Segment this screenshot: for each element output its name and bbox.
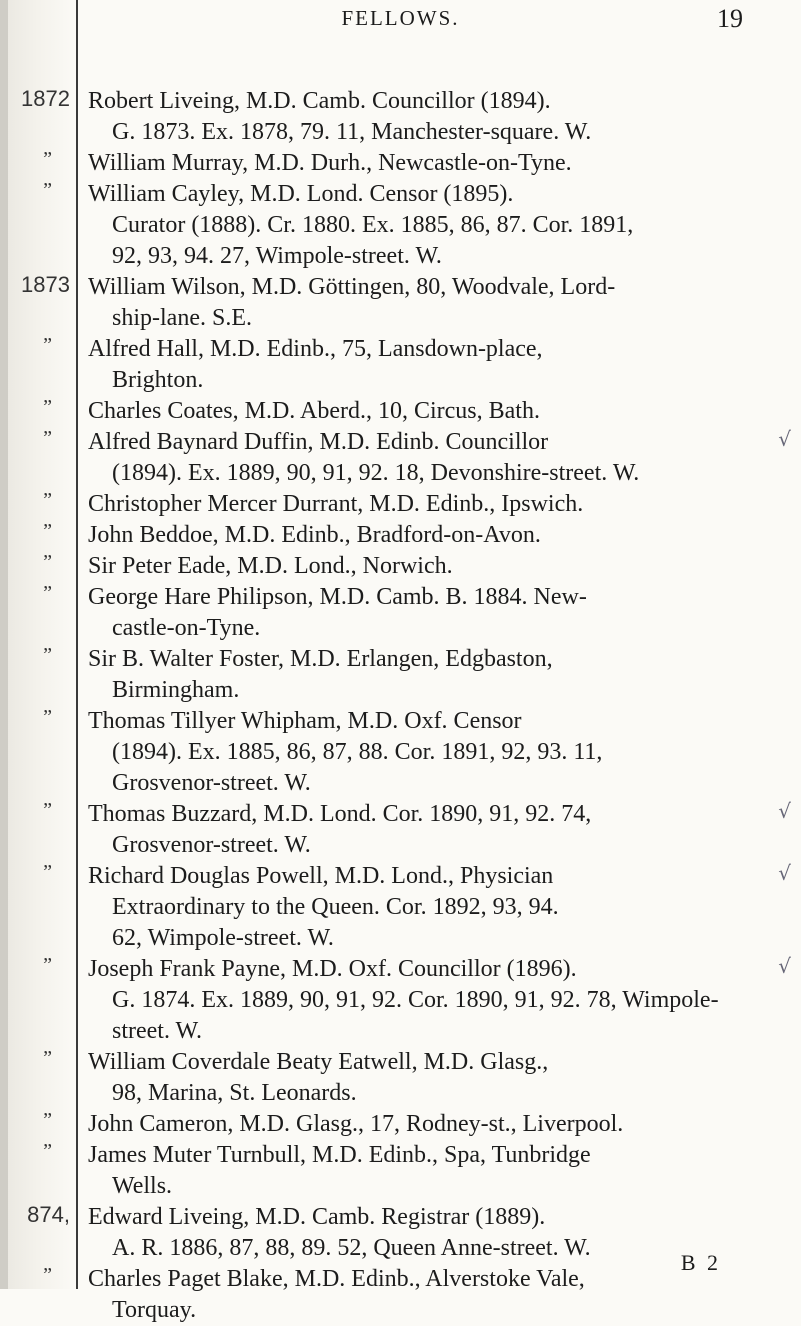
entry-year: ” [43,148,52,170]
fellows-list [0,86,801,1326]
entry-year: ” [43,706,52,728]
entry-line: James Muter Turnbull, M.D. Edinb., Spa, Tunbridge [88,1142,591,1168]
entry-line: 98, Marina, St. Leonards. [112,1080,357,1106]
entry-year: 1873 [21,272,70,297]
entry-year: ” [43,179,52,201]
entry-line: Sir Peter Eade, M.D. Lond., Norwich. [88,553,453,579]
entry-year: 874, [27,1202,70,1227]
entry-year: ” [43,1109,52,1131]
entry-year: ” [43,551,52,573]
entry-year: ” [43,644,52,666]
fellow-entry [0,1109,801,1140]
entry-line: Grosvenor-street. W. [112,832,311,858]
fellow-entry [0,396,801,427]
check-mark-icon: √ [778,427,791,451]
entry-year: ” [43,520,52,542]
entry-year: 1872 [21,86,70,111]
entry-line: Thomas Tillyer Whipham, M.D. Oxf. Censor [88,708,522,734]
entry-line: William Murray, M.D. Durh., Newcastle-on-Tyne. [88,150,572,176]
fellow-entry [0,582,801,644]
entry-year: ” [43,1264,52,1286]
entry-line: ship-lane. S.E. [112,305,252,331]
entry-line: A. R. 1886, 87, 88, 89. 52, Queen Anne-street. W. [112,1235,591,1261]
fellow-entry [0,706,801,799]
entry-line: castle-on-Tyne. [112,615,261,641]
fellow-entry [0,644,801,706]
fellow-entry [0,1047,801,1109]
fellow-entry [0,1140,801,1202]
entry-line: Brighton. [112,367,204,393]
page-number: 19 [717,4,743,33]
entry-year: ” [43,799,52,821]
entry-year: ” [43,954,52,976]
entry-line: 92, 93, 94. 27, Wimpole-street. W. [112,243,442,269]
entry-year: ” [43,334,52,356]
entry-year: ” [43,582,52,604]
entry-line: Richard Douglas Powell, M.D. Lond., Physician [88,863,554,889]
entry-year: ” [43,1047,52,1069]
entry-year: ” [43,1140,52,1162]
entry-line: G. 1873. Ex. 1878, 79. 11, Manchester-square. W. [112,119,592,145]
entry-line: Birmingham. [112,677,240,703]
fellow-entry [0,520,801,551]
entry-line: Alfred Hall, M.D. Edinb., 75, Lansdown-place, [88,336,543,362]
check-mark-icon: √ [778,954,791,978]
entry-year: ” [43,427,52,449]
entry-line: John Cameron, M.D. Glasg., 17, Rodney-st., Liverpool. [88,1111,624,1137]
check-mark-icon: √ [778,799,791,823]
entry-line: (1894). Ex. 1885, 86, 87, 88. Cor. 1891, 92, 93. 11, [112,739,603,765]
fellow-entry [0,551,801,582]
entry-year: ” [43,489,52,511]
check-mark-icon: √ [778,861,791,885]
entry-line: Edward Liveing, M.D. Camb. Registrar (1889). [88,1204,546,1230]
fellow-entry [0,334,801,396]
entry-line: Sir B. Walter Foster, M.D. Erlangen, Edgbaston, [88,646,553,672]
entry-line: John Beddoe, M.D. Edinb., Bradford-on-Avon. [88,522,541,548]
entry-year: ” [43,861,52,883]
entry-line: Alfred Baynard Duffin, M.D. Edinb. Councillor [88,429,549,455]
fellow-entry [0,427,801,489]
fellow-entry [0,799,801,861]
fellow-entry [0,489,801,520]
entry-line: Joseph Frank Payne, M.D. Oxf. Councillor (1896). [88,956,577,982]
page-title: FELLOWS. [341,6,460,30]
entry-line: Extraordinary to the Queen. Cor. 1892, 93, 94. [112,894,559,920]
entry-line: William Wilson, M.D. Göttingen, 80, Woodvale, Lord- [88,274,616,300]
entry-line: street. W. [112,1018,202,1044]
entry-line: Grosvenor-street. W. [112,770,311,796]
entry-line: G. 1874. Ex. 1889, 90, 91, 92. Cor. 1890, 91, 92. 78, Wimpole- [112,987,719,1013]
fellow-entry [0,861,801,954]
fellow-entry [0,86,801,148]
entry-line: Charles Paget Blake, M.D. Edinb., Alverstoke Vale, [88,1266,585,1292]
entry-line: Wells. [112,1173,173,1199]
fellow-entry [0,179,801,272]
entry-line: Charles Coates, M.D. Aberd., 10, Circus, Bath. [88,398,540,424]
entry-line: William Coverdale Beaty Eatwell, M.D. Glasg., [88,1049,549,1075]
fellow-entry [0,954,801,1047]
fellow-entry [0,148,801,179]
entry-line: Torquay. [112,1297,197,1323]
signature-mark: B 2 [680,1250,721,1275]
entry-line: 62, Wimpole-street. W. [112,925,334,951]
entry-line: William Cayley, M.D. Lond. Censor (1895). [88,181,514,207]
entry-line: George Hare Philipson, M.D. Camb. B. 1884. New- [88,584,587,610]
fellow-entry [0,272,801,334]
entry-line: Christopher Mercer Durrant, M.D. Edinb., Ipswich. [88,491,584,517]
entry-year: ” [43,396,52,418]
entry-line: (1894). Ex. 1889, 90, 91, 92. 18, Devonshire-street. W. [112,460,640,486]
entry-line: Thomas Buzzard, M.D. Lond. Cor. 1890, 91, 92. 74, [88,801,592,827]
entry-line: Robert Liveing, M.D. Camb. Councillor (1894). [88,88,551,114]
entry-line: Curator (1888). Cr. 1880. Ex. 1885, 86, 87. Cor. 1891, [112,212,634,238]
